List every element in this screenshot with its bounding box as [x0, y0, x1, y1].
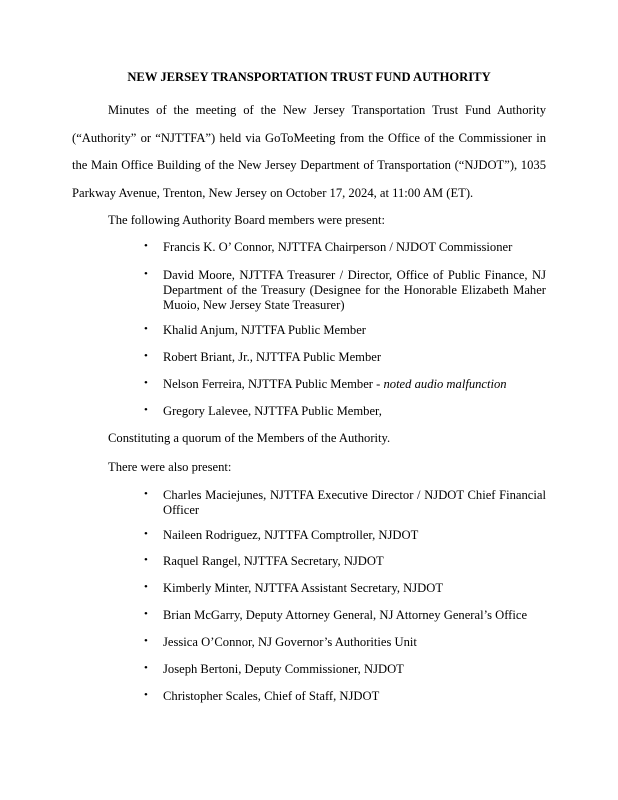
member-name: Francis K. O’ Connor, NJTTFA Chairperson / NJDOT Commissioner	[163, 240, 513, 254]
bullet-icon: •	[144, 635, 148, 647]
quorum-statement: Constituting a quorum of the Members of the Authority.	[108, 431, 391, 445]
member-name: Robert Briant, Jr., NJTTFA Public Member	[163, 350, 382, 364]
member-name: Khalid Anjum, NJTTFA Public Member	[163, 323, 367, 337]
bullet-icon: •	[144, 581, 148, 593]
bullet-icon: •	[144, 528, 148, 540]
bullet-icon: •	[144, 323, 148, 335]
intro-text: Minutes of the meeting of the New Jersey Transportation Trust Fund Authority (“Authority” or “NJTTFA”) held via GoToMeeting from the Office of the Commissioner in the Main Office Building of the New Jersey Department of Transportation (“NJDOT”), 1035 Parkway Avenue, Trenton, New Jersey on October 17, 2024, at 11:00 AM (ET).	[72, 103, 546, 200]
bullet-icon: •	[144, 350, 148, 362]
bullet-icon: •	[144, 240, 148, 252]
bullet-icon: •	[144, 608, 148, 620]
document-title: NEW JERSEY TRANSPORTATION TRUST FUND AUTHORITY	[127, 70, 491, 84]
attendee-name: Joseph Bertoni, Deputy Commissioner, NJDOT	[163, 662, 404, 676]
bullet-icon: •	[144, 689, 148, 701]
member-note: noted audio malfunction	[383, 377, 507, 391]
attendee-name: Christopher Scales, Chief of Staff, NJDOT	[163, 689, 380, 703]
attendee-name: Brian McGarry, Deputy Attorney General, NJ Attorney General’s Office	[163, 608, 528, 622]
attendee-name: Jessica O’Connor, NJ Governor’s Authorities Unit	[163, 635, 417, 649]
attendee-name: Charles Maciejunes, NJTTFA Executive Director / NJDOT Chief Financial Officer	[163, 488, 546, 517]
intro-paragraph	[72, 97, 546, 207]
bullet-icon: •	[144, 377, 148, 389]
bullet-icon: •	[144, 488, 148, 500]
attendee-name: Kimberly Minter, NJTTFA Assistant Secretary, NJDOT	[163, 581, 444, 595]
bullet-icon: •	[144, 662, 148, 674]
bullet-icon: •	[144, 404, 148, 416]
member-name: Nelson Ferreira, NJTTFA Public Member - noted audio malfunction	[163, 377, 507, 391]
member-name: David Moore, NJTTFA Treasurer / Director, Office of Public Finance, NJ Department of the Treasury (Designee for the Honorable Elizabeth Maher Muoio, New Jersey State Treasurer)	[163, 268, 546, 312]
member-name: Gregory Lalevee, NJTTFA Public Member,	[163, 404, 382, 418]
attendee-name: Raquel Rangel, NJTTFA Secretary, NJDOT	[163, 554, 384, 568]
members-heading: The following Authority Board members were present:	[108, 213, 385, 227]
attendee-name: Naileen Rodriguez, NJTTFA Comptroller, NJDOT	[163, 528, 419, 542]
bullet-icon: •	[144, 268, 148, 280]
bullet-icon: •	[144, 554, 148, 566]
also-present-heading: There were also present:	[108, 460, 232, 474]
